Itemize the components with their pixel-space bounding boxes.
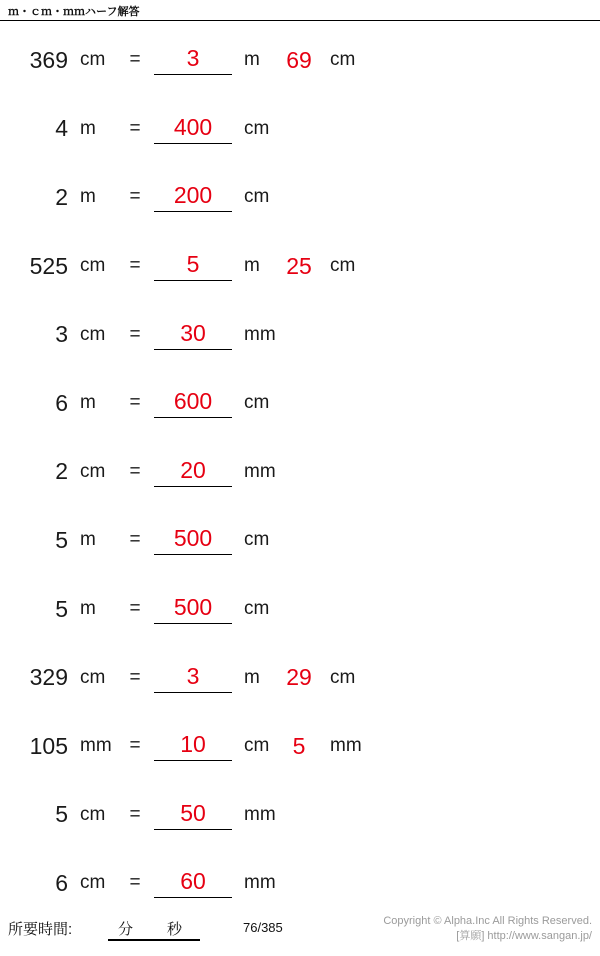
copyright-line-2: [算願] http://www.sangan.jp/ [456,930,592,942]
equals-sign: = [129,529,141,551]
copyright-line-1: Copyright © Alpha.Inc All Rights Reserved. [383,915,592,927]
equals-sign: = [129,255,141,277]
problem-row [0,369,600,438]
problem-row [0,643,600,712]
page-footer [0,912,600,956]
answer-field-secondary[interactable]: 29 [286,664,312,691]
answer-unit-primary: cm [244,529,270,551]
answer-field-primary[interactable]: 20 [154,457,232,487]
answer-field-secondary[interactable]: 25 [286,252,312,279]
answer-field-primary[interactable]: 200 [154,182,232,212]
problem-unit: m [80,529,96,551]
equals-sign: = [129,735,141,757]
problem-unit: cm [80,323,106,345]
problem-row [0,506,600,575]
equals-sign: = [129,49,141,71]
problem-value: 2 [55,458,68,485]
problem-value: 2 [55,183,68,210]
problem-row [0,781,600,850]
equals-sign: = [129,117,141,139]
answer-unit-secondary: mm [330,735,362,757]
equals-sign: = [129,460,141,482]
seconds-unit-label: 秒 [167,921,183,938]
problem-unit: cm [80,255,106,277]
equals-sign: = [129,666,141,688]
problem-row [0,95,600,164]
problem-unit: cm [80,803,106,825]
answer-unit-primary: mm [244,803,276,825]
answer-unit-primary: m [244,666,260,688]
problem-value: 5 [55,801,68,828]
time-required-label: 所要時間: [8,921,73,938]
answer-unit-secondary: cm [330,666,356,688]
answer-unit-primary: cm [244,117,270,139]
header-divider [0,20,600,21]
problem-value: 5 [55,595,68,622]
answer-unit-primary: cm [244,392,270,414]
answer-unit-secondary: cm [330,49,356,71]
problem-row [0,163,600,232]
answer-field-secondary[interactable]: 69 [286,46,312,73]
equals-sign: = [129,392,141,414]
equals-sign: = [129,323,141,345]
problem-list [0,26,600,918]
answer-field-primary[interactable]: 500 [154,594,232,624]
problem-unit: mm [80,735,112,757]
copyright-notice [383,914,592,944]
problem-unit: m [80,392,96,414]
problem-row [0,438,600,507]
answer-field-primary[interactable]: 3 [154,663,232,693]
answer-field-primary[interactable]: 10 [154,731,232,761]
equals-sign: = [129,186,141,208]
problem-row [0,575,600,644]
minutes-unit-label: 分 [118,921,134,938]
answer-unit-primary: mm [244,460,276,482]
answer-field-primary[interactable]: 400 [154,114,232,144]
problem-unit: cm [80,460,106,482]
page-number: 76/385 [243,920,283,935]
answer-field-primary[interactable]: 3 [154,45,232,75]
answer-unit-primary: m [244,49,260,71]
problem-row [0,26,600,95]
answer-unit-primary: mm [244,323,276,345]
problem-value: 6 [55,869,68,896]
problem-value: 4 [55,115,68,142]
problem-unit: m [80,598,96,620]
answer-unit-primary: cm [244,735,270,757]
problem-value: 5 [55,526,68,553]
problem-unit: m [80,117,96,139]
problem-row [0,300,600,369]
problem-value: 3 [55,321,68,348]
problem-unit: cm [80,872,106,894]
problem-row [0,849,600,918]
equals-sign: = [129,598,141,620]
answer-unit-primary: mm [244,872,276,894]
problem-unit: cm [80,49,106,71]
problem-row [0,712,600,781]
problem-value: 369 [29,46,68,73]
problem-value: 105 [29,732,68,759]
answer-field-primary[interactable]: 500 [154,525,232,555]
problem-row [0,232,600,301]
answer-field-secondary[interactable]: 5 [292,732,306,759]
problem-value: 329 [29,664,68,691]
page-title: ｍ・ｃｍ・ｍｍハーフ解答 [8,6,140,18]
equals-sign: = [129,803,141,825]
problem-value: 525 [29,252,68,279]
equals-sign: = [129,872,141,894]
answer-unit-primary: cm [244,186,270,208]
answer-unit-secondary: cm [330,255,356,277]
problem-unit: m [80,186,96,208]
problem-value: 6 [55,389,68,416]
answer-field-primary[interactable]: 30 [154,320,232,350]
problem-unit: cm [80,666,106,688]
answer-field-primary[interactable]: 5 [154,251,232,281]
answer-field-primary[interactable]: 600 [154,388,232,418]
answer-unit-primary: m [244,255,260,277]
answer-unit-primary: cm [244,598,270,620]
answer-field-primary[interactable]: 50 [154,800,232,830]
answer-field-primary[interactable]: 60 [154,868,232,898]
